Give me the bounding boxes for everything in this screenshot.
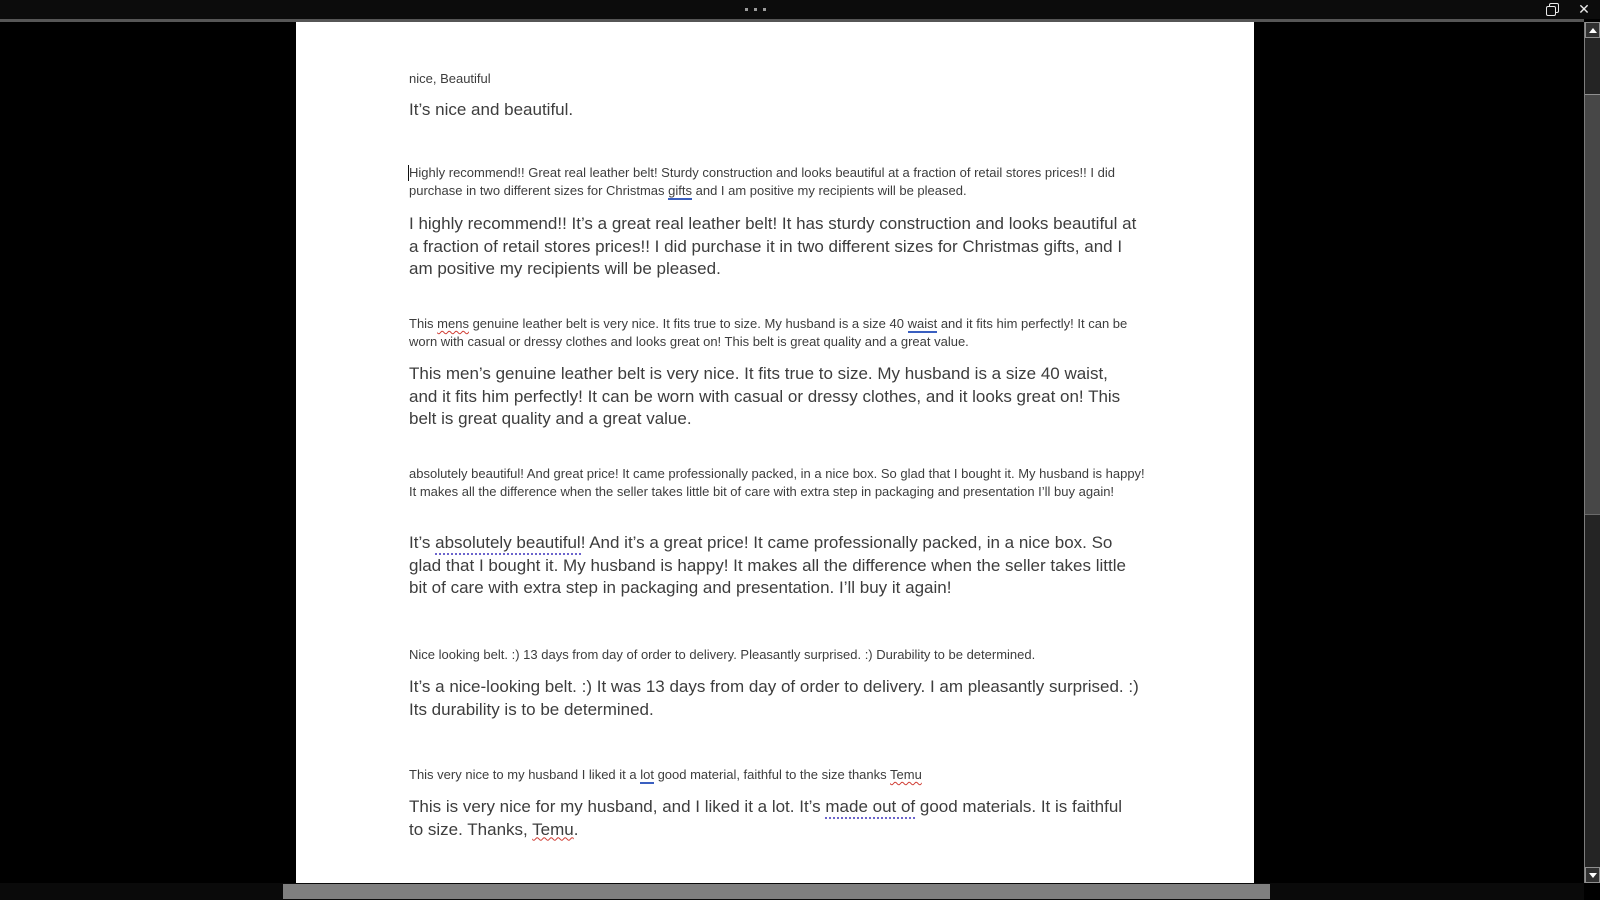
down-arrow-icon — [1589, 873, 1597, 878]
review-text-segment: . — [573, 819, 579, 839]
review-text-segment: Nice looking belt. :) 13 days from day of order to delivery. Pleasantly surprised. :) Durability to be determined. — [409, 647, 1036, 662]
original-review-text[interactable] — [409, 465, 1151, 500]
rewrite-underlined-text[interactable]: made out of — [825, 797, 915, 819]
ellipsis-menu-icon[interactable] — [745, 8, 766, 11]
review-text-segment: absolutely beautiful! And great price! It came professionally packed, in a nice box. So glad that I bought it. My husband is happy! It makes all the difference when the seller takes little bit of care with extra step in packaging and presentation I’ll buy again! — [409, 466, 1145, 499]
review-text-segment: and it fits him perfectly! It can be worn with casual or dressy clothes and looks great on! This belt is great quality and a great value. — [409, 316, 1128, 349]
spelling-underlined-text[interactable]: mens — [437, 316, 469, 331]
rewritten-review-text[interactable] — [409, 796, 1139, 841]
spelling-underlined-text[interactable]: Temu — [890, 767, 922, 782]
review-text-segment: It’s — [409, 533, 436, 552]
review-text-segment: and I am positive my recipients will be pleased. — [692, 182, 967, 198]
review-text-segment: genuine leather belt is very nice. It fits true to size. My husband is a size 40 — [468, 316, 908, 331]
rewritten-review-text[interactable] — [409, 363, 1139, 431]
grammar-underlined-text[interactable]: lot — [640, 767, 654, 782]
up-arrow-icon — [1589, 28, 1597, 33]
close-button[interactable] — [1575, 1, 1593, 18]
review-text-segment: It’s nice and beautiful. — [409, 100, 574, 119]
vertical-scroll-thumb[interactable] — [1585, 94, 1600, 515]
rewritten-review-text[interactable] — [409, 532, 1139, 600]
original-review-text[interactable] — [409, 315, 1151, 350]
original-review-text[interactable] — [409, 70, 1151, 88]
restore-window-icon — [1546, 3, 1559, 16]
original-review-text[interactable] — [409, 766, 1151, 784]
rewrite-underlined-text[interactable]: absolutely beautiful — [435, 533, 581, 555]
review-text-segment: ! And it’s a great price! It came professionally packed, in a nice box. So glad that I bought it. My husband is happy! It makes all the difference when the seller takes little bit of care with extra step in packaging and presentation. I’ll buy it again! — [409, 533, 1126, 597]
document-page[interactable] — [296, 22, 1254, 883]
review-text-segment: This men’s genuine leather belt is very nice. It fits true to size. My husband is a size 40 waist, and it fits him perfectly! It can be worn with casual or dressy clothes, and it looks great on! This belt is great quality and a great value. — [409, 364, 1121, 428]
horizontal-scroll-thumb[interactable] — [283, 884, 1270, 899]
close-icon: ✕ — [1578, 1, 1590, 17]
grammar-underlined-text[interactable]: gifts — [668, 182, 692, 198]
review-text-segment: good materials. It is faithful to size. Thanks, — [409, 797, 1123, 839]
review-text-segment: nice, Beautiful — [409, 71, 491, 86]
review-text-segment: This is very nice for my husband, and I liked it a lot. It’s — [409, 797, 826, 816]
scroll-down-button[interactable] — [1585, 867, 1600, 883]
original-review-text[interactable] — [409, 646, 1151, 664]
grammar-underlined-text[interactable]: waist — [907, 316, 938, 331]
review-text-segment: good material, faithful to the size thanks — [653, 767, 891, 782]
horizontal-scrollbar[interactable] — [0, 883, 1584, 900]
review-text-segment: It’s a nice-looking belt. :) It was 13 days from day of order to delivery. I am pleasantly surprised. :) Its durability is to be determined. — [409, 677, 1139, 719]
rewritten-review-text[interactable] — [409, 99, 1139, 122]
review-text-segment: This very nice to my husband I liked it a — [409, 767, 641, 782]
review-text-segment: Highly recommend!! Great real leather belt! Sturdy construction and looks beautiful at a fraction of retail stores prices!! I did purchase in two different sizes for Christmas — [409, 165, 1115, 198]
rewritten-review-text[interactable] — [409, 676, 1139, 721]
review-text-segment: This — [409, 316, 438, 331]
title-bar[interactable] — [0, 0, 1600, 19]
spelling-underlined-text[interactable]: Temu — [532, 819, 574, 839]
rewritten-review-text[interactable] — [409, 213, 1139, 281]
vertical-scrollbar[interactable] — [1584, 22, 1600, 883]
original-review-text[interactable] — [409, 164, 1151, 199]
restore-window-button[interactable] — [1543, 1, 1561, 18]
review-text-segment: I highly recommend!! It’s a great real leather belt! It has sturdy construction and looks beautiful at a fraction of retail stores prices!! I did purchase it in two different sizes for Christmas gifts, and I am positive my recipients will be pleased. — [409, 214, 1137, 278]
scroll-up-button[interactable] — [1585, 22, 1600, 38]
